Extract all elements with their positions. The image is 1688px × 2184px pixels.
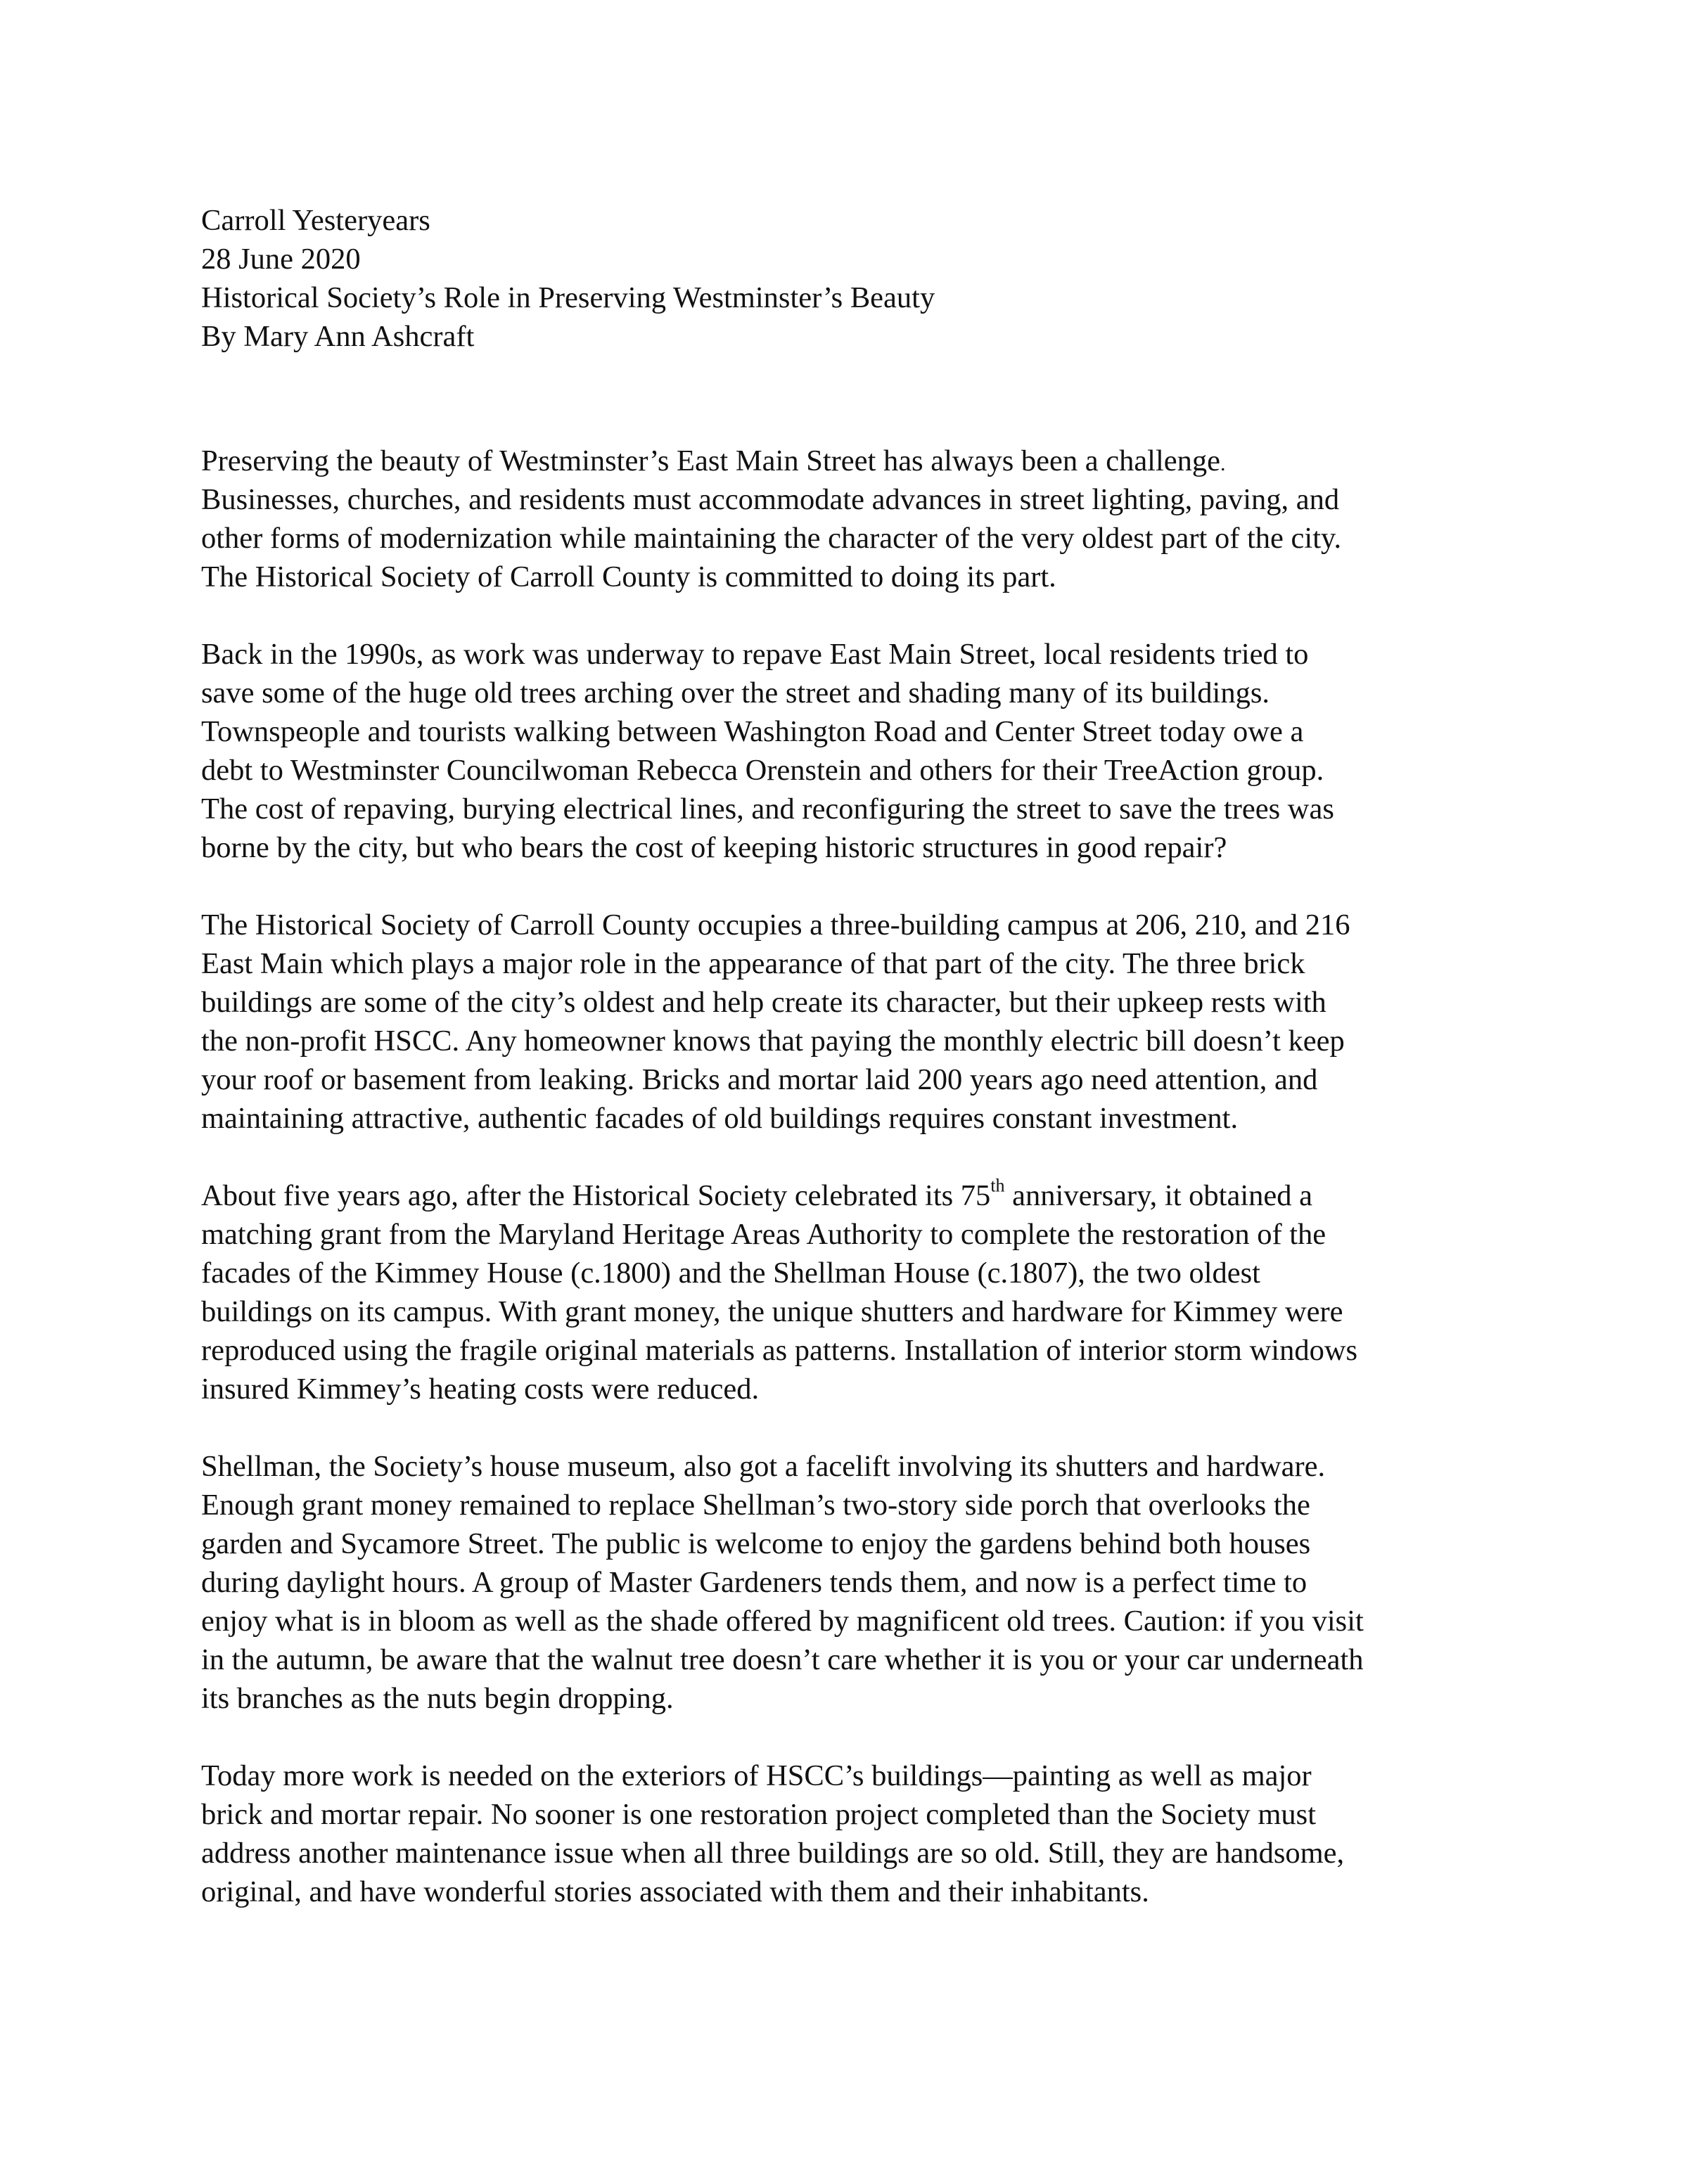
article-title: Historical Society’s Role in Preserving Westminster’s Beauty — [201, 281, 935, 314]
text-line: your roof or basement from leaking. Bricks and mortar laid 200 years ago need attention, and — [201, 1063, 1318, 1096]
text-line: other forms of modernization while maintaining the character of the very oldest part of the city. — [201, 522, 1342, 555]
text-line: Townspeople and tourists walking between Washington Road and Center Street today owe a — [201, 715, 1304, 748]
text-line: enjoy what is in bloom as well as the shade offered by magnificent old trees. Caution: if you visit — [201, 1605, 1364, 1638]
text-line: during daylight hours. A group of Master Gardeners tends them, and now is a perfect time to — [201, 1566, 1307, 1599]
text-line: insured Kimmey’s heating costs were reduced. — [201, 1373, 760, 1406]
text-line: brick and mortar repair. No sooner is one restoration project completed than the Society must — [201, 1798, 1317, 1831]
text-line: reproduced using the fragile original materials as patterns. Installation of interior storm windows — [201, 1334, 1358, 1367]
text-line: facades of the Kimmey House (c.1800) and the Shellman House (c.1807), the two oldest — [201, 1257, 1260, 1290]
text-line: garden and Sycamore Street. The public is welcome to enjoy the gardens behind both houses — [201, 1527, 1311, 1560]
paragraph — [201, 442, 1509, 596]
text-line: the non-profit HSCC. Any homeowner knows that paying the monthly electric bill doesn’t keep — [201, 1024, 1345, 1058]
column-name: Carroll Yesteryears — [201, 204, 430, 237]
text-line: Preserving the beauty of Westminster’s East Main Street has always been a challenge. — [201, 444, 1226, 477]
text-line: address another maintenance issue when all three buildings are so old. Still, they are handsome, — [201, 1837, 1345, 1870]
byline: By Mary Ann Ashcraft — [201, 320, 475, 353]
paragraph — [201, 906, 1509, 1138]
text-line: The Historical Society of Carroll County is committed to doing its part. — [201, 560, 1056, 593]
text-line: Shellman, the Society’s house museum, also got a facelift involving its shutters and hardware. — [201, 1450, 1326, 1483]
text-line: East Main which plays a major role in the appearance of that part of the city. The three brick — [201, 947, 1305, 980]
text-line: The cost of repaving, burying electrical lines, and reconfiguring the street to save the trees was — [201, 792, 1334, 826]
text-line: Today more work is needed on the exteriors of HSCC’s buildings—painting as well as major — [201, 1759, 1312, 1792]
text-line: original, and have wonderful stories associated with them and their inhabitants. — [201, 1875, 1149, 1908]
text-line: borne by the city, but who bears the cost of keeping historic structures in good repair? — [201, 831, 1227, 864]
text-line: debt to Westminster Councilwoman Rebecca Orenstein and others for their TreeAction group. — [201, 754, 1324, 787]
article — [201, 201, 1509, 1911]
text-line: Enough grant money remained to replace Shellman’s two-story side porch that overlooks the — [201, 1489, 1310, 1522]
text-line: buildings on its campus. With grant money, the unique shutters and hardware for Kimmey were — [201, 1295, 1343, 1328]
ordinal-superscript: th — [990, 1175, 1005, 1196]
text-line: in the autumn, be aware that the walnut tree doesn’t care whether it is you or your car underneath — [201, 1643, 1364, 1676]
article-header — [201, 201, 1509, 356]
text-line: Businesses, churches, and residents must accommodate advances in street lighting, paving, and — [201, 483, 1340, 516]
paragraph — [201, 1176, 1509, 1408]
text-line: buildings are some of the city’s oldest and help create its character, but their upkeep rests with — [201, 986, 1326, 1019]
paragraph — [201, 1447, 1509, 1718]
paragraph — [201, 1756, 1509, 1911]
text-line: Back in the 1990s, as work was underway to repave East Main Street, local residents tried to — [201, 638, 1309, 671]
text-line: maintaining attractive, authentic facades of old buildings requires constant investment. — [201, 1102, 1239, 1135]
text-line: save some of the huge old trees arching over the street and shading many of its buildings. — [201, 676, 1270, 709]
text-line: matching grant from the Maryland Heritage Areas Authority to complete the restoration of the — [201, 1218, 1326, 1251]
paragraph — [201, 635, 1509, 867]
text-line: The Historical Society of Carroll County occupies a three-building campus at 206, 210, and 216 — [201, 908, 1350, 942]
text-line: About five years ago, after the Historical Society celebrated its 75th anniversary, it obtained a — [201, 1175, 1312, 1212]
text-line: its branches as the nuts begin dropping. — [201, 1682, 674, 1715]
publication-date: 28 June 2020 — [201, 243, 361, 276]
